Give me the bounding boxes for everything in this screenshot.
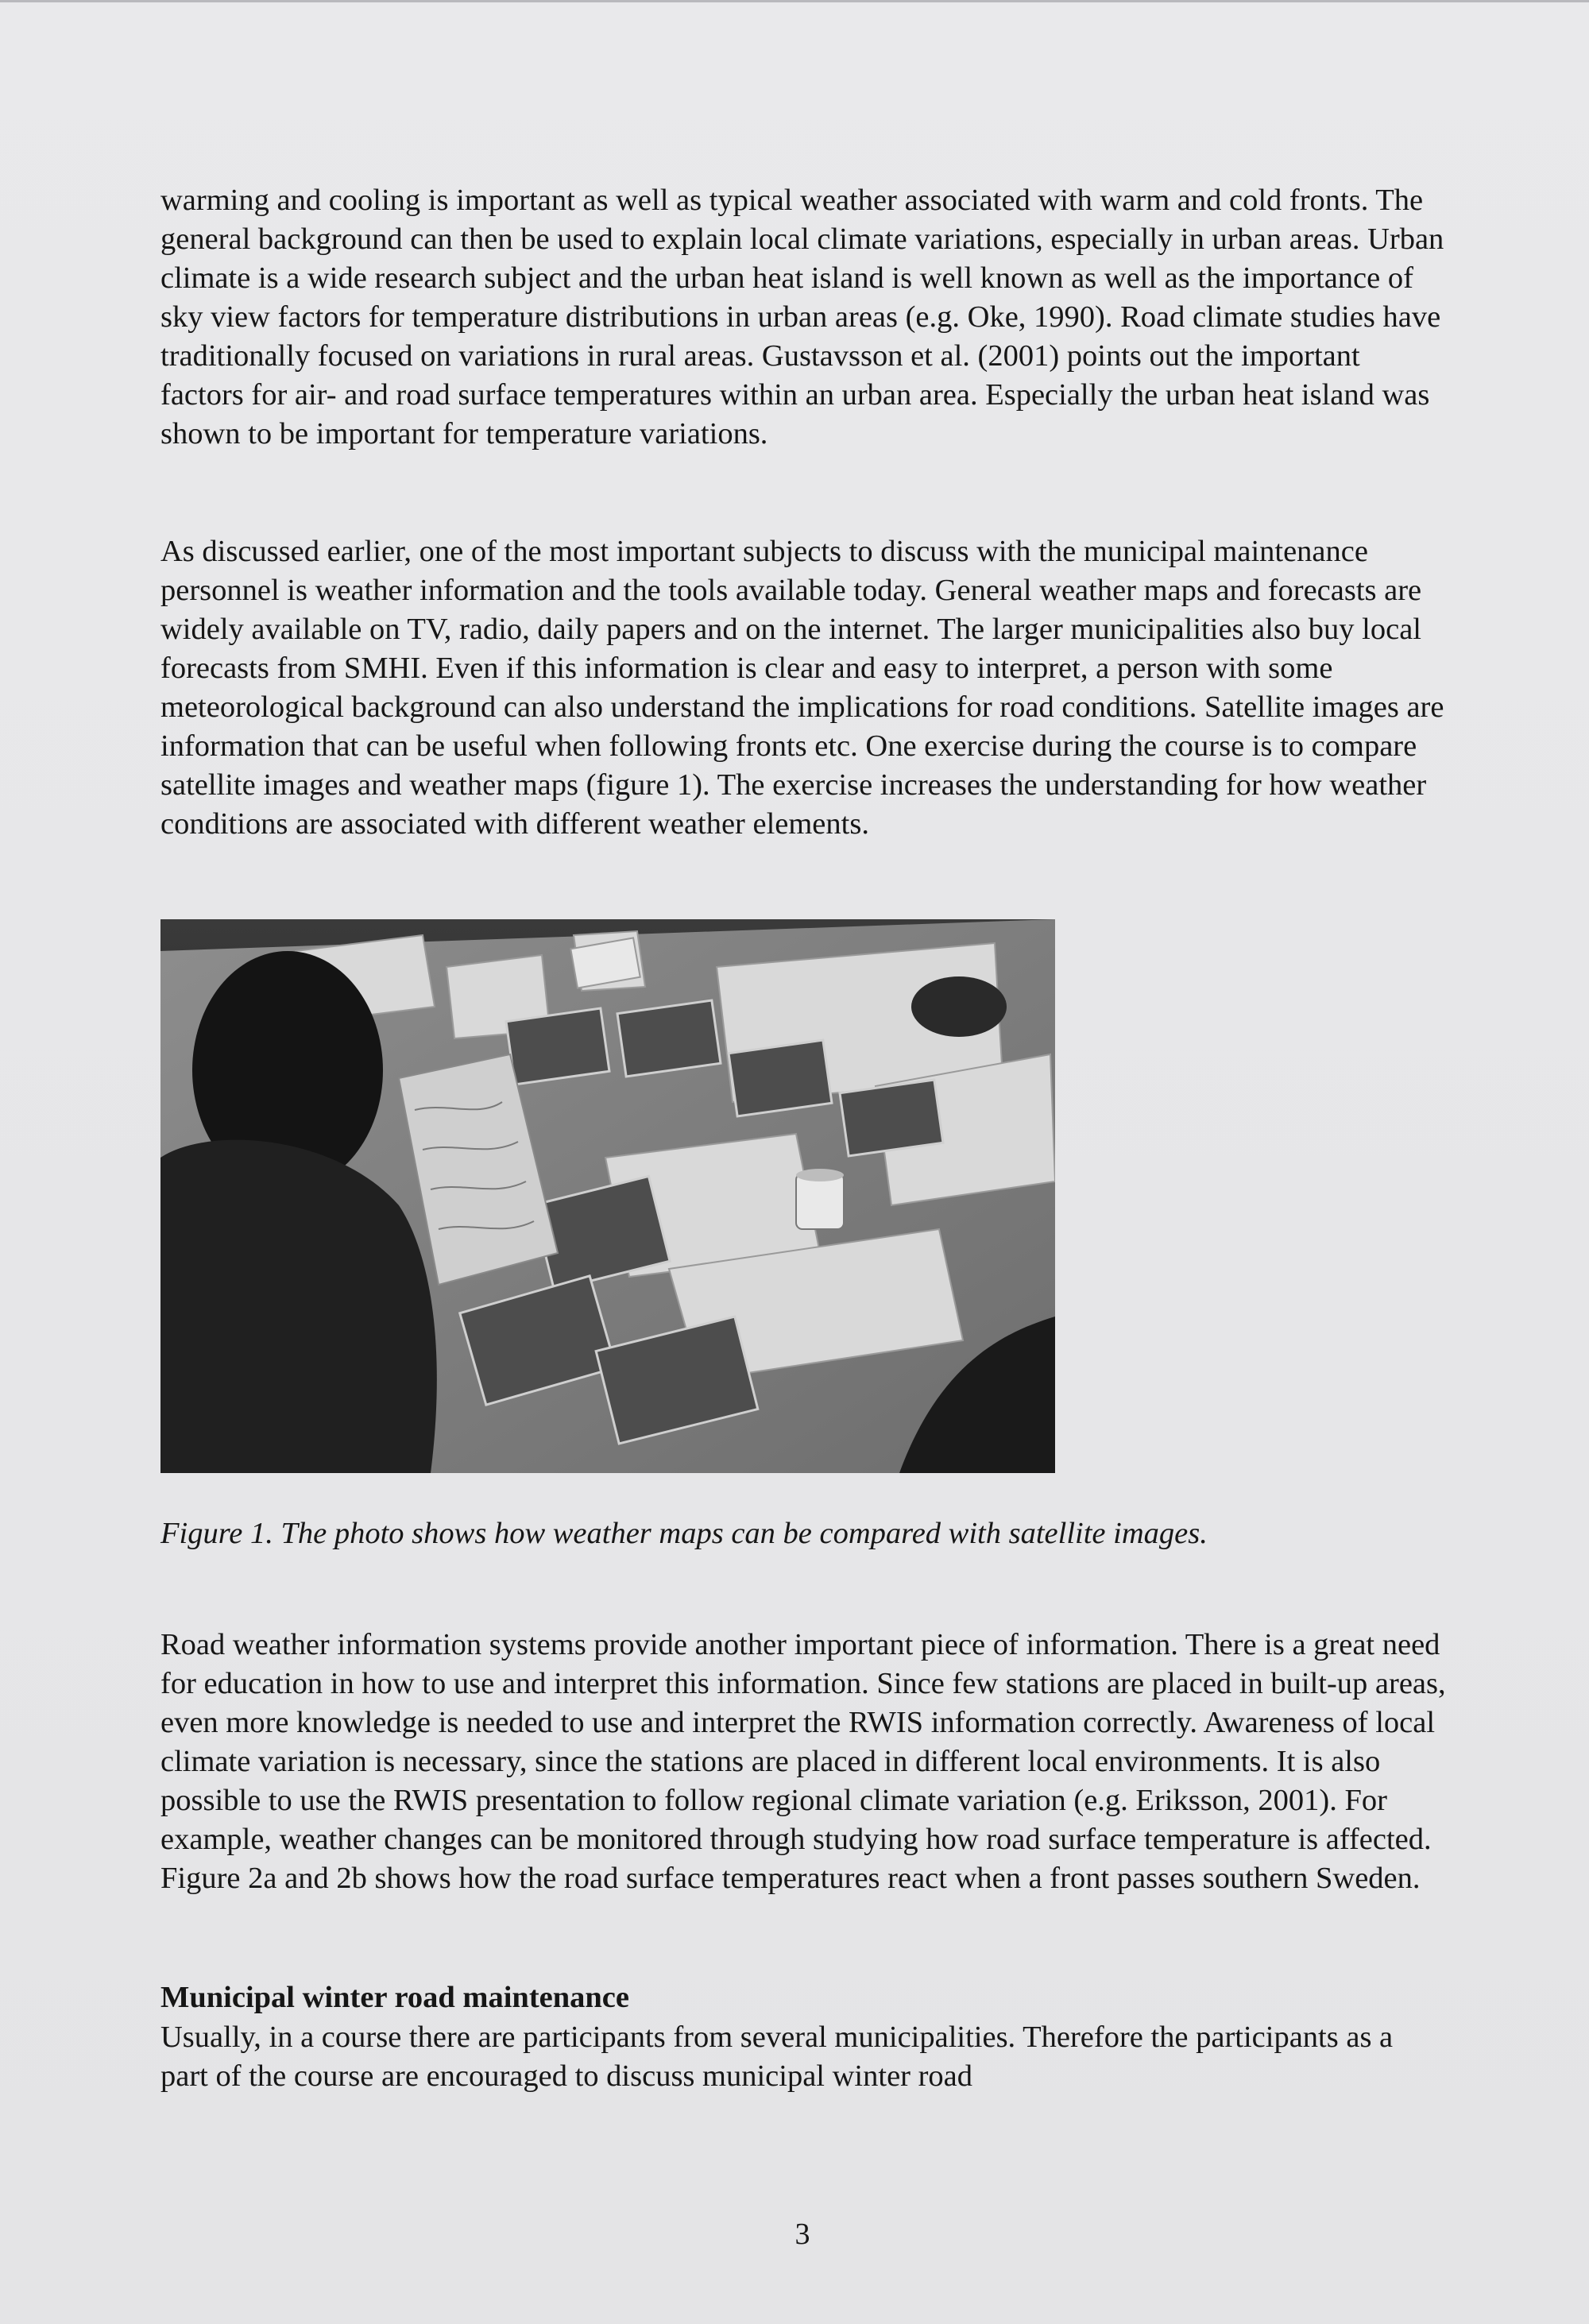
photo-drawing <box>160 919 1055 1473</box>
page-top-edge <box>0 0 1589 2</box>
paragraph-municipal-maintenance: Usually, in a course there are participants from several municipalities. Therefore the participants as a part of the course are encouraged to discuss municipal winter road <box>160 2020 1394 2093</box>
paragraph-weather-information: As discussed earlier, one of the most important subjects to discuss with the municipal maintenance personnel is weather information and the tools available today. General weather maps and forecasts are widely available on TV, radio, daily papers and on the internet. The larger municipalities also buy local forecasts from SMHI. Even if this information is clear and easy to interpret, a person with some meteorological background can also understand the implications for road conditions. Satellite images are information that can be useful when following fronts etc. One exercise during the course is to compare satellite images and weather maps (figure 1). The exercise increases the understanding for how weather conditions are associated with different weather elements. <box>160 535 1444 841</box>
section-heading: Municipal winter road maintenance <box>160 1981 629 2014</box>
paragraph-road-weather-systems: Road weather information systems provide another important piece of information. There is a great need for education in how to use and interpret this information. Since few stations are placed in built-up areas, even more knowledge is needed to use and interpret the RWIS information correctly. Awareness of local climate variation is necessary, since the stations are placed in different local environments. It is also possible to use the RWIS presentation to follow regional climate variation (e.g. Eriksson, 2001). For example, weather changes can be monitored through studying how road surface temperature is affected. Figure 2a and 2b shows how the road surface temperatures react when a front passes southern Sweden. <box>160 1628 1446 1895</box>
figure-1-photo <box>160 919 1055 1473</box>
page-number: 3 <box>794 2218 810 2251</box>
paragraph-urban-climate: warming and cooling is important as well as typical weather associated with warm and cold fronts. The general background can then be used to explain local climate variations, especially in urban areas. Urban climate is a wide research subject and the urban heat island is well known as well as the importance of sky view factors for temperature distributions in urban areas (e.g. Oke, 1990). Road climate studies have traditionally focused on variations in rural areas. Gustavsson et al. (2001) points out the important factors for air- and road surface temperatures within an urban area. Especially the urban heat island was shown to be important for temperature variations. <box>160 184 1444 450</box>
figure-1-caption: Figure 1. The photo shows how weather maps can be compared with satellite images. <box>160 1517 1208 1550</box>
